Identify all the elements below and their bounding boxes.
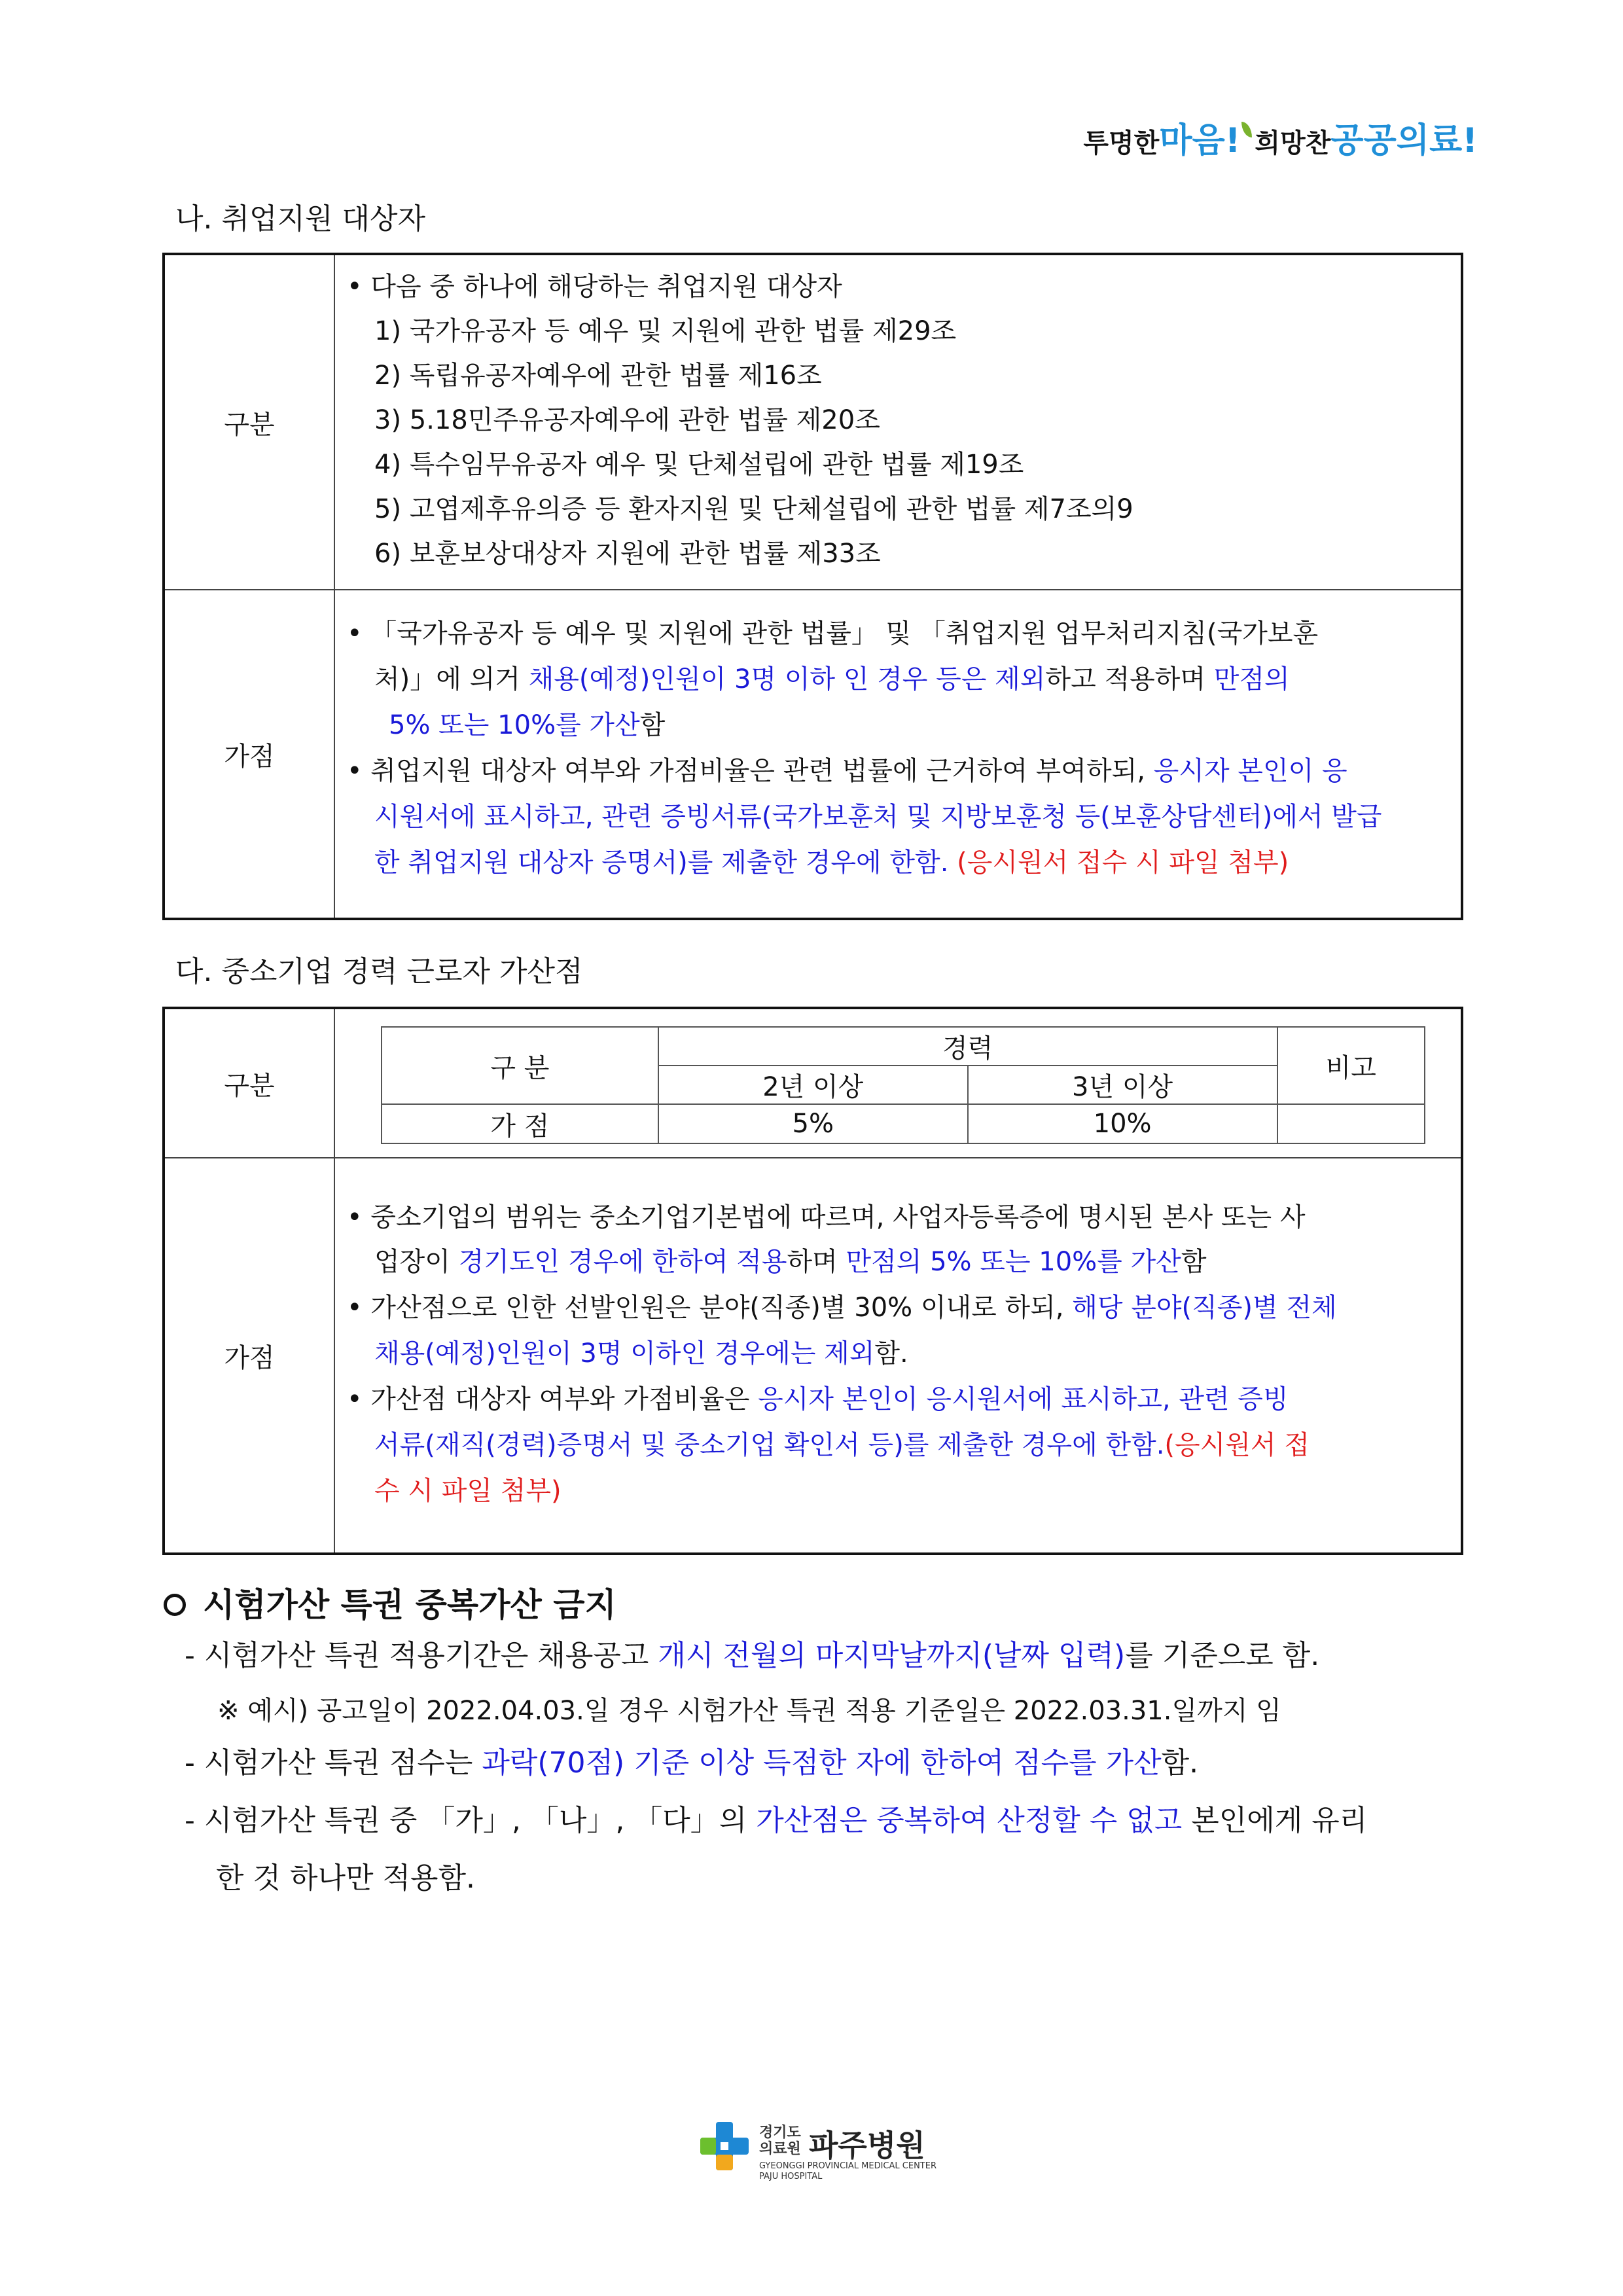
da-gajeom-line: 업장이 경기도인 경우에 한하여 적용하며 만점의 5% 또는 10%를 가산함 [374,1247,1207,1277]
circle-bullet-icon [164,1594,186,1616]
leaf-icon [1241,122,1252,137]
inner-col-3y: 3년 이상 [968,1066,1277,1104]
inner-val-2y: 5% [658,1104,968,1143]
inner-col-2y: 2년 이상 [658,1066,968,1104]
da-row2-label: 가점 [165,1158,335,1552]
overlap-bullet-2: - 시험가산 특권 점수는 과락(70점) 기준 이상 득점한 자에 한하여 점수를 가산함. [185,1746,1199,1780]
da-row1-content [334,1009,1461,1157]
section-da-title: 다. 중소기업 경력 근로자 가산점 [175,955,583,988]
logo-hospital-name: 파주병원 [809,2128,925,2163]
overlap-bullet-3: - 시험가산 특권 중 「가」, 「나」, 「다」의 가산점은 중복하여 산정할 수 없고 본인에게 유리 [185,1804,1368,1837]
na-gajeom-line: 처)」에 의거 채용(예정)인원이 3명 이하 인 경우 등은 제외하고 적용하며 만점의 [374,664,1290,694]
da-gajeom-line: • 중소기업의 범위는 중소기업기본법에 따르며, 사업자등록증에 명시된 본사 또는 사 [347,1202,1306,1232]
na-gajeom-line: • 「국가유공자 등 예우 및 지원에 관한 법률」 및 「취업지원 업무처리지침(국가보훈 [347,619,1319,649]
na-row2-label: 가점 [165,590,335,918]
slogan-part-1: 투명한 [1083,128,1160,158]
hospital-logo [699,2114,935,2186]
career-bonus-table [381,1026,1425,1144]
da-gajeom-line: 수 시 파일 첨부) [374,1476,562,1506]
na-gajeom-line: 5% 또는 10%를 가산함 [389,710,666,740]
na-list-line: 1) 국가유공자 등 예우 및 지원에 관한 법률 제29조 [374,316,957,346]
slogan-part-3: 희망찬 [1255,128,1331,158]
overlap-example-note: ※ 예시) 공고일이 2022.04.03.일 경우 시험가산 특권 적용 기준일은 2022.03.31.일까지 임 [217,1696,1281,1726]
na-row-gajeom [165,590,1461,918]
da-row2-content [334,1158,1461,1552]
inner-col-note: 비고 [1277,1027,1425,1104]
na-gajeom-line: 시원서에 표시하고, 관련 증빙서류(국가보훈처 및 지방보훈청 등(보훈상담센터)에서 발급 [374,802,1382,832]
na-list-line: 6) 보훈보상대상자 지원에 관한 법률 제33조 [374,539,881,569]
section-na-title: 나. 취업지원 대상자 [175,202,425,236]
na-list-line: 3) 5.18민주유공자예우에 관한 법률 제20조 [374,405,880,435]
slogan-part-2: 마음! [1159,121,1241,160]
inner-col-gubun: 구 분 [382,1027,658,1104]
na-row2-content [334,590,1461,918]
na-gajeom-line: • 취업지원 대상자 여부와 가점비율은 관련 법률에 근거하여 부여하되, 응시자 본인이 응 [347,756,1347,786]
da-row1-label: 구분 [165,1009,335,1157]
na-gajeom-line: 한 취업지원 대상자 증명서)를 제출한 경우에 한함. (응시원서 접수 시 파일 첨부) [374,848,1289,878]
da-row-gubun [165,1009,1461,1158]
overlap-heading: 시험가산 특권 중복가산 금지 [164,1579,616,1626]
overlap-bullet-1: - 시험가산 특권 적용기간은 채용공고 개시 전월의 마지막날까지(날짜 입력)를 기준으로 함. [185,1639,1320,1672]
da-gajeom-line: • 가산점 대상자 여부와 가점비율은 응시자 본인이 응시원서에 표시하고, 관련 증빙 [347,1384,1289,1414]
da-gajeom-line: 서류(재직(경력)증명서 및 중소기업 확인서 등)를 제출한 경우에 한함.(응시원서 접 [374,1430,1310,1460]
slogan-part-4: 공공의료! [1330,121,1478,160]
header-slogan [1083,113,1478,162]
da-gajeom-line: 채용(예정)인원이 3명 이하인 경우에는 제외함. [374,1338,908,1369]
da-gajeom-line: • 가산점으로 인한 선발인원은 분야(직종)별 30% 이내로 하되, 해당 분야(직종)별 전체 [347,1293,1337,1323]
inner-val-3y: 10% [968,1104,1277,1143]
inner-val-note [1277,1104,1425,1143]
inner-row-label: 가 점 [382,1104,658,1143]
na-row1-label: 구분 [165,255,335,589]
na-list-line: • 다음 중 하나에 해당하는 취업지원 대상자 [347,272,842,302]
na-list-line: 2) 독립유공자예우에 관한 법률 제16조 [374,361,822,391]
section-da-table [162,1007,1463,1555]
hospital-cross-icon [699,2121,750,2172]
na-row-gubun [165,255,1461,590]
logo-org-name: 경기도 의료원 [759,2125,801,2158]
inner-col-career: 경력 [658,1027,1277,1066]
section-na-table [162,253,1463,920]
overlap-bullet-3-cont: 한 것 하나만 적용함. [216,1861,475,1895]
na-list-line: 4) 특수임무유공자 예우 및 단체설립에 관한 법률 제19조 [374,450,1024,480]
da-row-gajeom [165,1158,1461,1552]
na-row1-content [334,255,1461,589]
na-list-line: 5) 고엽제후유의증 등 환자지원 및 단체설립에 관한 법률 제7조의9 [374,494,1133,524]
logo-english-name: GYEONGGI PROVINCIAL MEDICAL CENTER PAJU HOSPITAL [759,2161,936,2181]
